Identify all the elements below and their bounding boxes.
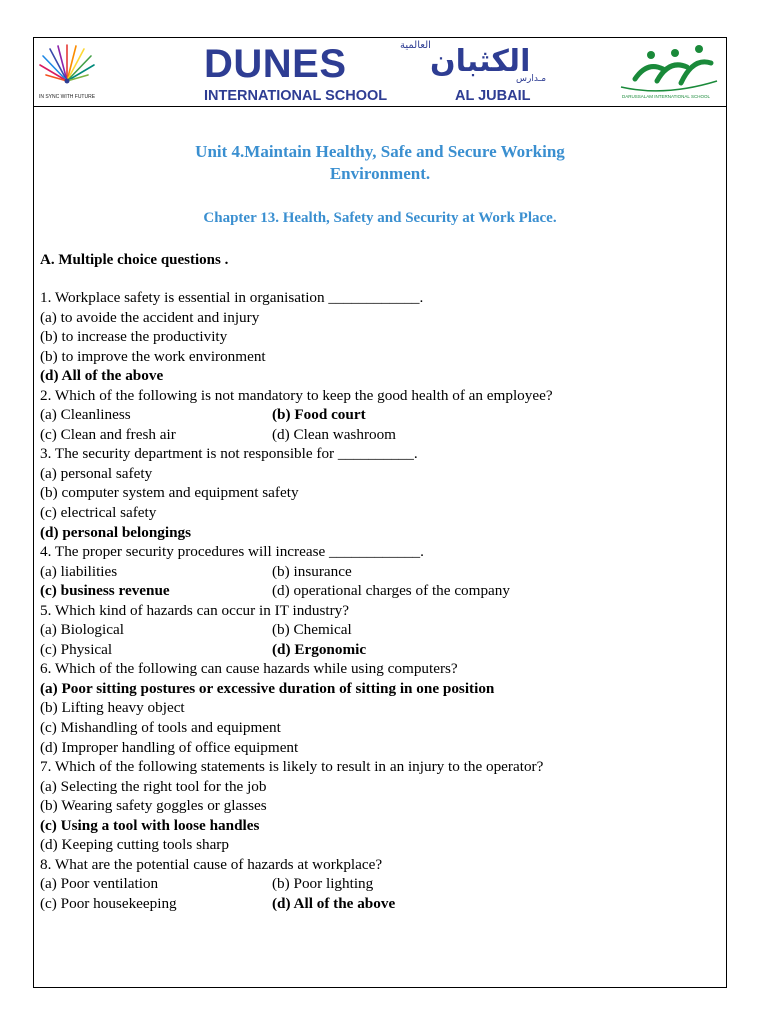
q6-option-c: (c) Mishandling of tools and equipment xyxy=(40,719,281,737)
q2-options-row-2 xyxy=(40,425,720,445)
starburst-logo-icon xyxy=(36,41,98,93)
q5-option-b: (b) Chemical xyxy=(272,621,352,639)
question-6: 6. Which of the following can cause hazards while using computers? xyxy=(40,660,458,678)
arabic-school-name-top: العالمية xyxy=(400,40,431,51)
school-logo-right xyxy=(607,41,725,103)
school-city: AL JUBAIL xyxy=(455,88,531,104)
q3-option-c: (c) electrical safety xyxy=(40,504,157,522)
question-list xyxy=(40,288,720,914)
arabic-school-name: الكثبان xyxy=(430,44,531,79)
q7-option-d: (d) Keeping cutting tools sharp xyxy=(40,836,229,854)
question-3: 3. The security department is not responsible for __________. xyxy=(40,445,418,463)
q1-option-b: (b) to increase the productivity xyxy=(40,328,228,346)
q7-option-c-answer: (c) Using a tool with loose handles xyxy=(40,816,260,834)
q4-option-a: (a) liabilities xyxy=(40,562,118,580)
logo-tagline: IN SYNC WITH FUTURE xyxy=(38,94,96,100)
q4-option-b: (b) insurance xyxy=(272,562,352,580)
q8-option-b: (b) Poor lighting xyxy=(272,875,374,893)
school-subtitle: INTERNATIONAL SCHOOL xyxy=(204,88,388,104)
q1-option-a: (a) to avoide the accident and injury xyxy=(40,308,260,326)
q3-option-b: (b) computer system and equipment safety xyxy=(40,484,299,502)
arabic-school-name-bottom: مـدارس xyxy=(516,74,547,84)
q2-option-a: (a) Cleanliness xyxy=(40,406,131,424)
q2-options-row-1 xyxy=(40,405,720,425)
q3-option-d-answer: (d) personal belongings xyxy=(40,523,192,541)
unit-title-line-1: Unit 4.Maintain Healthy, Safe and Secure Working xyxy=(195,142,565,161)
q4-options-row-1 xyxy=(40,562,720,582)
q8-option-d-answer: (d) All of the above xyxy=(272,894,396,912)
worksheet-page xyxy=(33,37,727,988)
q6-option-b: (b) Lifting heavy object xyxy=(40,699,185,717)
question-1: 1. Workplace safety is essential in organisation ____________. xyxy=(40,289,424,306)
q6-option-d: (d) Improper handling of office equipment xyxy=(40,738,299,756)
unit-title xyxy=(34,141,726,185)
q2-option-d: (d) Clean washroom xyxy=(272,425,396,443)
question-7: 7. Which of the following statements is likely to result in an injury to the operator? xyxy=(40,758,544,776)
section-heading: A. Multiple choice questions . xyxy=(40,252,229,268)
q3-option-a: (a) personal safety xyxy=(40,464,153,482)
q8-options-row-2 xyxy=(40,894,720,914)
school-logo-left xyxy=(36,41,98,103)
q5-options-row-1 xyxy=(40,620,720,640)
q8-options-row-1 xyxy=(40,874,720,894)
q8-option-a: (a) Poor ventilation xyxy=(40,875,159,893)
q1-option-c: (b) to improve the work environment xyxy=(40,347,266,365)
school-name: DUNES xyxy=(204,42,347,86)
q6-option-a-answer: (a) Poor sitting postures or excessive duration of sitting in one position xyxy=(40,679,495,697)
right-logo-caption: DARUSSALAM INTERNATIONAL SCHOOL xyxy=(621,94,711,99)
chapter-title: Chapter 13. Health, Safety and Security at Work Place. xyxy=(203,210,557,226)
green-figures-logo-icon xyxy=(607,41,725,93)
q4-option-c-answer: (c) business revenue xyxy=(40,582,170,600)
question-4: 4. The proper security procedures will increase ____________. xyxy=(40,543,424,561)
q1-option-d-answer: (d) All of the above xyxy=(40,367,164,385)
q5-option-a: (a) Biological xyxy=(40,621,124,639)
q2-option-b-answer: (b) Food court xyxy=(272,406,366,424)
q4-option-d: (d) operational charges of the company xyxy=(272,582,510,600)
q4-options-row-2 xyxy=(40,581,720,601)
question-2: 2. Which of the following is not mandatory to keep the good health of an employee? xyxy=(40,386,553,404)
q2-option-c: (c) Clean and fresh air xyxy=(40,425,176,443)
q8-option-c: (c) Poor housekeeping xyxy=(40,894,177,912)
q5-options-row-2 xyxy=(40,640,720,660)
q5-option-d-answer: (d) Ergonomic xyxy=(272,640,367,658)
q5-option-c: (c) Physical xyxy=(40,640,113,658)
q7-option-b: (b) Wearing safety goggles or glasses xyxy=(40,797,267,815)
q7-option-a: (a) Selecting the right tool for the job xyxy=(40,777,267,795)
question-5: 5. Which kind of hazards can occur in IT industry? xyxy=(40,601,349,619)
question-8: 8. What are the potential cause of hazards at workplace? xyxy=(40,855,383,873)
unit-title-line-2: Environment. xyxy=(329,164,431,183)
school-header xyxy=(34,38,726,107)
